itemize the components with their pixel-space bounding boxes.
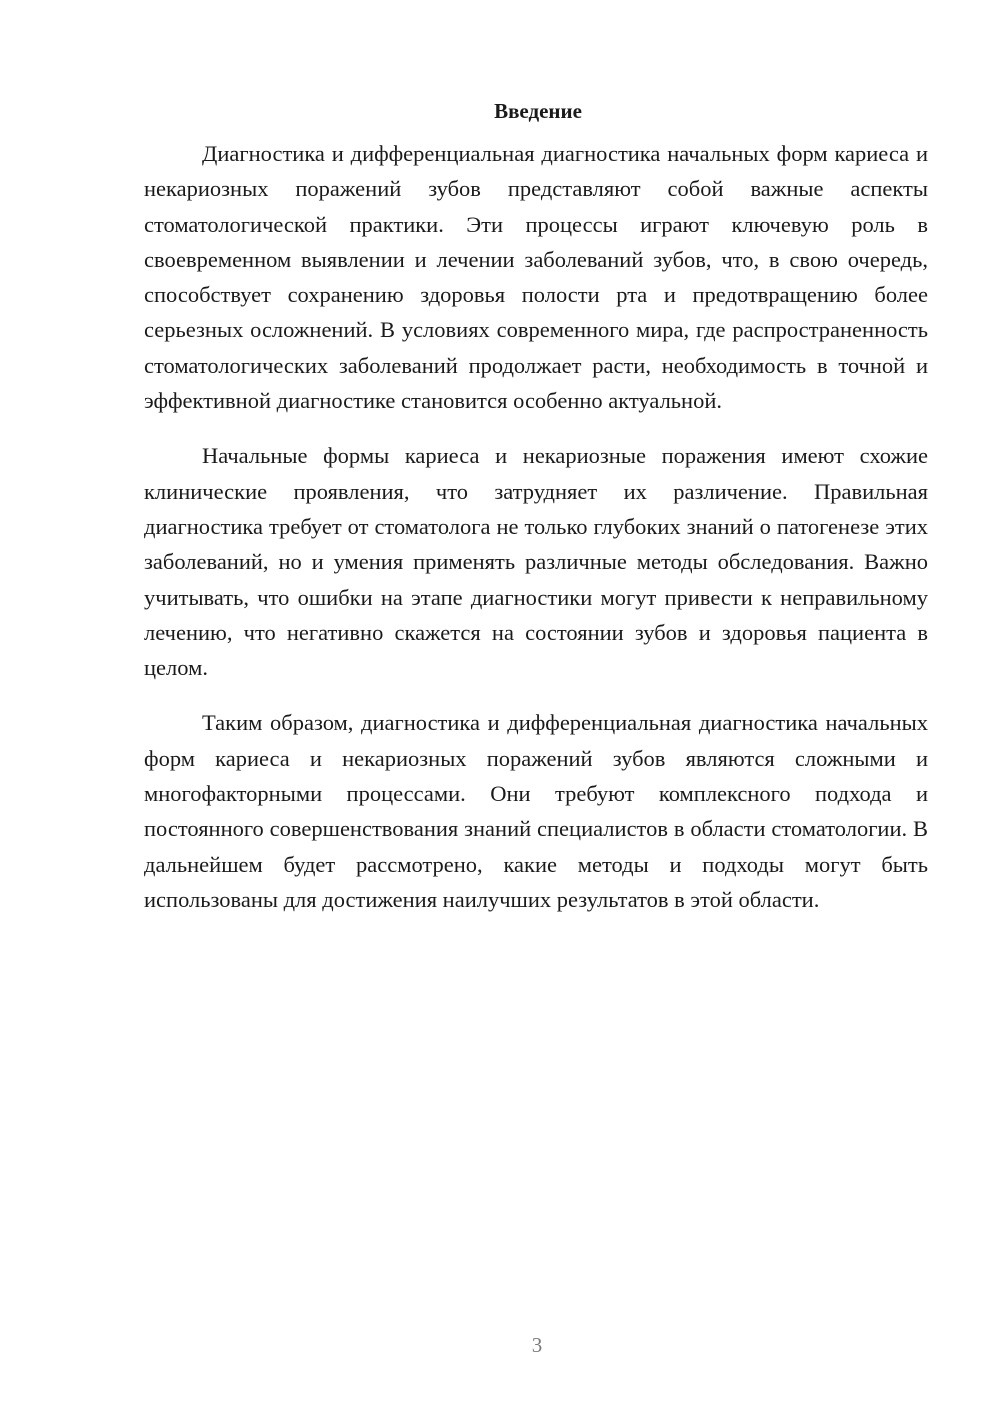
section-heading: Введение	[494, 99, 582, 123]
paragraph-3: Таким образом, диагностика и дифференциальная диагностика начальных форм кариеса и некариозных поражений зубов являются сложными и многофакторными процессами. Они требуют комплексного подхода и постоянного совершенствования знаний специалистов в области стоматологии. В дальнейшем будет рассмотрено, какие методы и подходы могут быть использованы для достижения наилучших результатов в этой области.	[144, 710, 928, 912]
paragraph-2: Начальные формы кариеса и некариозные поражения имеют схожие клинические проявления, что затрудняет их различение. Правильная диагностика требует от стоматолога не только глубоких знаний о патогенезе этих заболеваний, но и умения применять различные методы обследования. Важно учитывать, что ошибки на этапе диагностики могут привести к неправильному лечению, что негативно скажется на состоянии зубов и здоровья пациента в целом.	[144, 443, 928, 681]
page-content	[144, 96, 928, 937]
page-number: 3	[531, 1333, 543, 1357]
paragraph-1: Диагностика и дифференциальная диагностика начальных форм кариеса и некариозных поражений зубов представляют собой важные аспекты стоматологической практики. Эти процессы играют ключевую роль в своевременном выявлении и лечении заболеваний зубов, что, в свою очередь, способствует сохранению здоровья полости рта и предотвращению более серьезных осложнений. В условиях современного мира, где распространенность стоматологических заболеваний продолжает расти, необходимость в точной и эффективной диагностике становится особенно актуальной.	[144, 141, 928, 414]
